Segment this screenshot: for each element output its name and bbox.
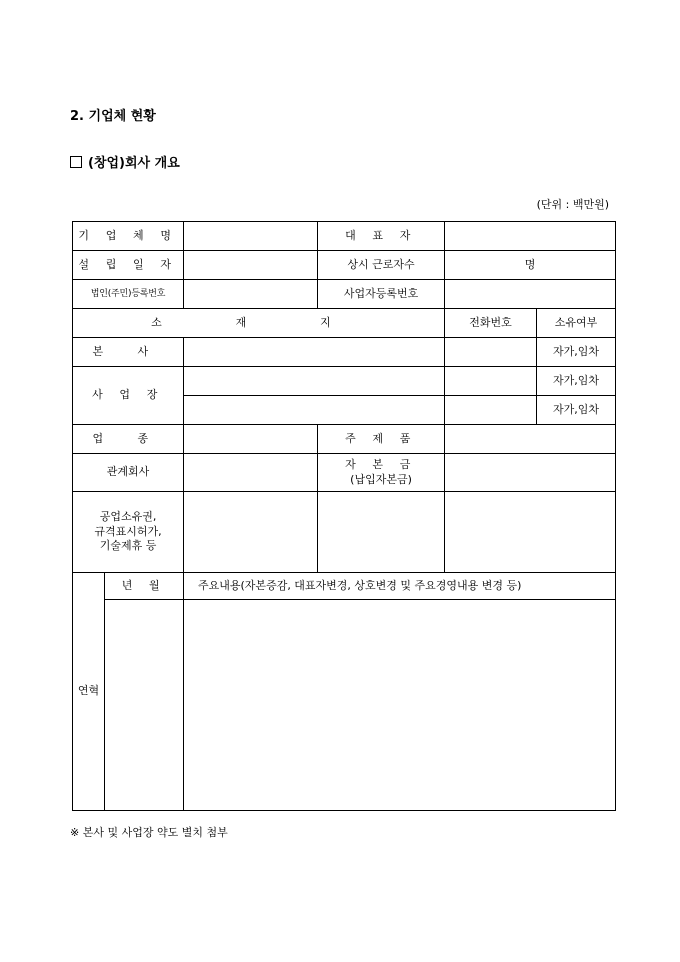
affiliate-label: 관계회사 bbox=[73, 454, 184, 492]
company-name-label: 기 업 체 명 bbox=[73, 222, 184, 251]
company-name-field[interactable] bbox=[184, 222, 318, 251]
employees-unit: 명 bbox=[524, 257, 536, 271]
capital-label-cell bbox=[318, 454, 445, 492]
corp-reg-field[interactable] bbox=[184, 280, 318, 309]
workplace-address-field-1[interactable] bbox=[184, 367, 445, 396]
workplace-ownership-2[interactable]: 자가,임차 bbox=[537, 396, 616, 425]
subsection-title-text: (창업)회사 개요 bbox=[88, 156, 180, 171]
ownership-label: 소유여부 bbox=[537, 309, 616, 338]
workplace-address-field-2[interactable] bbox=[184, 396, 445, 425]
workplace-phone-field-1[interactable] bbox=[445, 367, 537, 396]
ip-field-2[interactable] bbox=[318, 492, 445, 573]
employees-field[interactable] bbox=[445, 251, 616, 280]
established-field[interactable] bbox=[184, 251, 318, 280]
company-overview-table bbox=[72, 221, 616, 811]
workplace-label: 사 업 장 bbox=[73, 367, 184, 425]
ip-label-cell bbox=[73, 492, 184, 573]
location-label: 소 재 지 bbox=[73, 309, 445, 338]
section-title: 2. 기업체 현황 bbox=[70, 109, 156, 124]
ip-label-line-1: 공업소유권, bbox=[99, 509, 157, 523]
unit-label: (단위 : 백만원) bbox=[536, 198, 609, 211]
hq-label: 본 사 bbox=[73, 338, 184, 367]
workplace-ownership-1[interactable]: 자가,임차 bbox=[537, 367, 616, 396]
ip-label-line-2: 규격표시허가, bbox=[94, 524, 162, 538]
phone-label: 전화번호 bbox=[445, 309, 537, 338]
established-label: 설 립 일 자 bbox=[73, 251, 184, 280]
affiliate-field[interactable] bbox=[184, 454, 318, 492]
ip-field-3[interactable] bbox=[445, 492, 616, 573]
subsection-title bbox=[70, 152, 180, 171]
capital-field[interactable] bbox=[445, 454, 616, 492]
capital-sub-label: (납입자본금) bbox=[350, 472, 412, 486]
industry-label: 업 종 bbox=[73, 425, 184, 454]
footnote: ※ 본사 및 사업장 약도 별치 첨부 bbox=[70, 826, 228, 839]
year-month-label: 년 월 bbox=[105, 573, 184, 600]
corp-reg-label: 법인(주민)등록번호 bbox=[73, 280, 184, 309]
workplace-phone-field-2[interactable] bbox=[445, 396, 537, 425]
history-label: 연혁 bbox=[73, 573, 105, 811]
checkbox-icon[interactable] bbox=[70, 156, 82, 168]
ceo-label: 대 표 자 bbox=[318, 222, 445, 251]
employees-label: 상시 근로자수 bbox=[318, 251, 445, 280]
hq-address-field[interactable] bbox=[184, 338, 445, 367]
main-product-label: 주 제 품 bbox=[318, 425, 445, 454]
ip-label-line-3: 기술제휴 등 bbox=[99, 539, 157, 553]
capital-label: 자 본 금 bbox=[345, 457, 417, 471]
ceo-field[interactable] bbox=[445, 222, 616, 251]
industry-field[interactable] bbox=[184, 425, 318, 454]
history-content-field[interactable] bbox=[184, 600, 616, 811]
biz-reg-field[interactable] bbox=[445, 280, 616, 309]
main-product-field[interactable] bbox=[445, 425, 616, 454]
biz-reg-label: 사업자등록번호 bbox=[318, 280, 445, 309]
ip-field-1[interactable] bbox=[184, 492, 318, 573]
hq-ownership[interactable]: 자가,임차 bbox=[537, 338, 616, 367]
history-desc-label: 주요내용(자본증감, 대표자변경, 상호변경 및 주요경영내용 변경 등) bbox=[184, 573, 616, 600]
hq-phone-field[interactable] bbox=[445, 338, 537, 367]
history-year-month-field[interactable] bbox=[105, 600, 184, 811]
